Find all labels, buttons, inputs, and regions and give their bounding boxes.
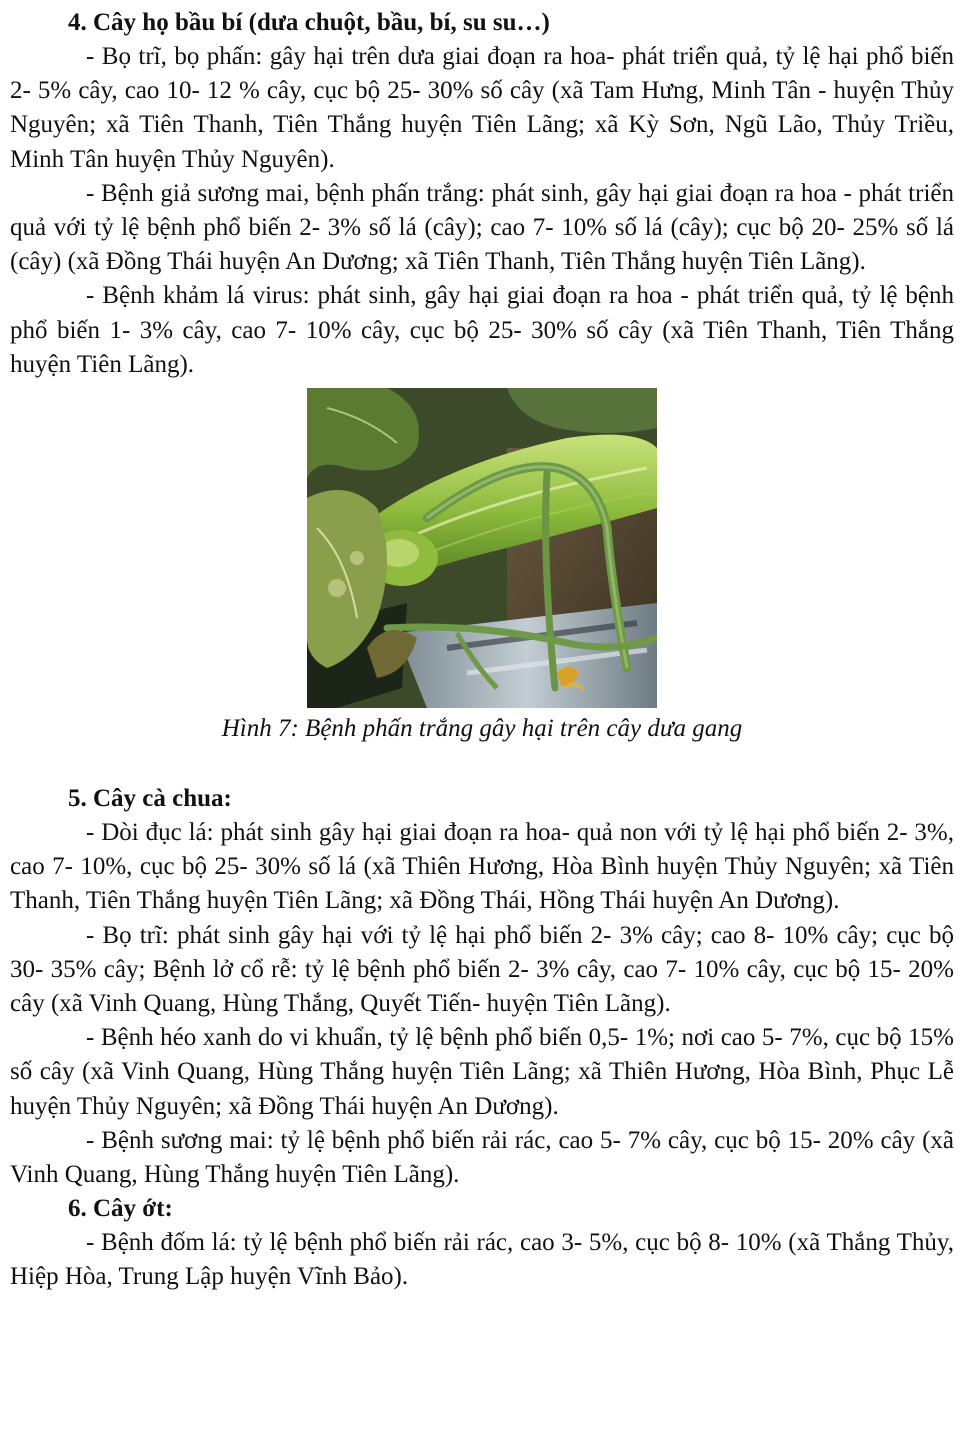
section-6-heading: 6. Cây ớt: — [68, 1195, 173, 1223]
figure-7-caption: Hình 7: Bệnh phấn trắng gây hại trên cây dưa gang — [221, 715, 743, 743]
figure-7 — [10, 388, 954, 708]
section-4-paragraph-1: - Bọ trĩ, bọ phấn: gây hại trên dưa giai đoạn ra hoa- phát triển quả, tỷ lệ hại phổ biến 2- 5% cây, cao 10- 12 % cây, cục bộ 25- 30% số cây (xã Tam Hưng, Minh Tân - huyện Thủy Nguyên; xã Tiên Thanh, Tiên Thắng huyện Tiên Lãng; xã Kỳ Sơn, Ngũ Lão, Thủy Triều, Minh Tân huyện Thủy Nguyên). — [10, 43, 954, 173]
section-6-paragraph-1: - Bệnh đốm lá: tỷ lệ bệnh phổ biến rải rác, cao 3- 5%, cục bộ 8- 10% (xã Thắng Thủy, Hiệp Hòa, Trung Lập huyện Vĩnh Bảo). — [10, 1229, 954, 1291]
section-5-paragraph-4: - Bệnh sương mai: tỷ lệ bệnh phổ biến rải rác, cao 5- 7% cây, cục bộ 15- 20% cây (xã Vinh Quang, Hùng Thắng huyện Tiên Lãng). — [10, 1126, 954, 1189]
section-4-heading: 4. Cây họ bầu bí (dưa chuột, bầu, bí, su su…) — [68, 9, 550, 36]
section-5-paragraph-3: - Bệnh héo xanh do vi khuẩn, tỷ lệ bệnh phổ biến 0,5- 1%; nơi cao 5- 7%, cục bộ 15% số cây (xã Vinh Quang, Hùng Thắng huyện Tiên Lãng; xã Thiên Hương, Hòa Bình, Phục Lễ huyện Thủy Nguyên; xã Đồng Thái huyện An Dương). — [10, 1024, 954, 1120]
section-spacer — [10, 746, 954, 782]
section-5-paragraph-1: - Dòi đục lá: phát sinh gây hại giai đoạn ra hoa- quả non với tỷ lệ hại phổ biến 2- 3%, cao 7- 10%, cục bộ 25- 30% số lá (xã Thiên Hương, Hòa Bình huyện Thủy Nguyên; xã Tiên Thanh, Tiên Thắng huyện Tiên Lãng; xã Đồng Thái, Hồng Thái huyện An Dương). — [10, 819, 954, 915]
section-5-paragraph-2: - Bọ trĩ: phát sinh gây hại với tỷ lệ hại phổ biến 2- 3% cây; cao 8- 10% cây; cục bộ 30- 35% cây; Bệnh lở cổ rễ: tỷ lệ bệnh phổ biến 2- 3% cây, cao 7- 10% cây, cục bộ 15- 20% cây (xã Vinh Quang, Hùng Thắng, Quyết Tiến- huyện Tiên Lãng). — [10, 921, 954, 1018]
section-5-heading: 5. Cây cà chua: — [68, 785, 232, 813]
section-4-paragraph-2: - Bệnh giả sương mai, bệnh phấn trắng: phát sinh, gây hại giai đoạn ra hoa - phát triển quả với tỷ lệ bệnh phổ biến 2- 3% số lá (cây); cao 7- 10% số lá (cây); cục bộ 20- 25% số lá (cây) (xã Đồng Thái huyện An Dương; xã Tiên Thanh, Tiên Thắng huyện Tiên Lãng). — [10, 179, 954, 276]
section-4-paragraph-3: - Bệnh khảm lá virus: phát sinh, gây hại giai đoạn ra hoa - phát triển quả, tỷ lệ bệnh phổ biến 1- 3% cây, cao 7- 10% cây, cục bộ 25- 30% số cây (xã Tiên Thanh, Tiên Thắng huyện Tiên Lãng). — [10, 282, 954, 378]
melon-powdery-mildew-photo — [307, 388, 657, 708]
